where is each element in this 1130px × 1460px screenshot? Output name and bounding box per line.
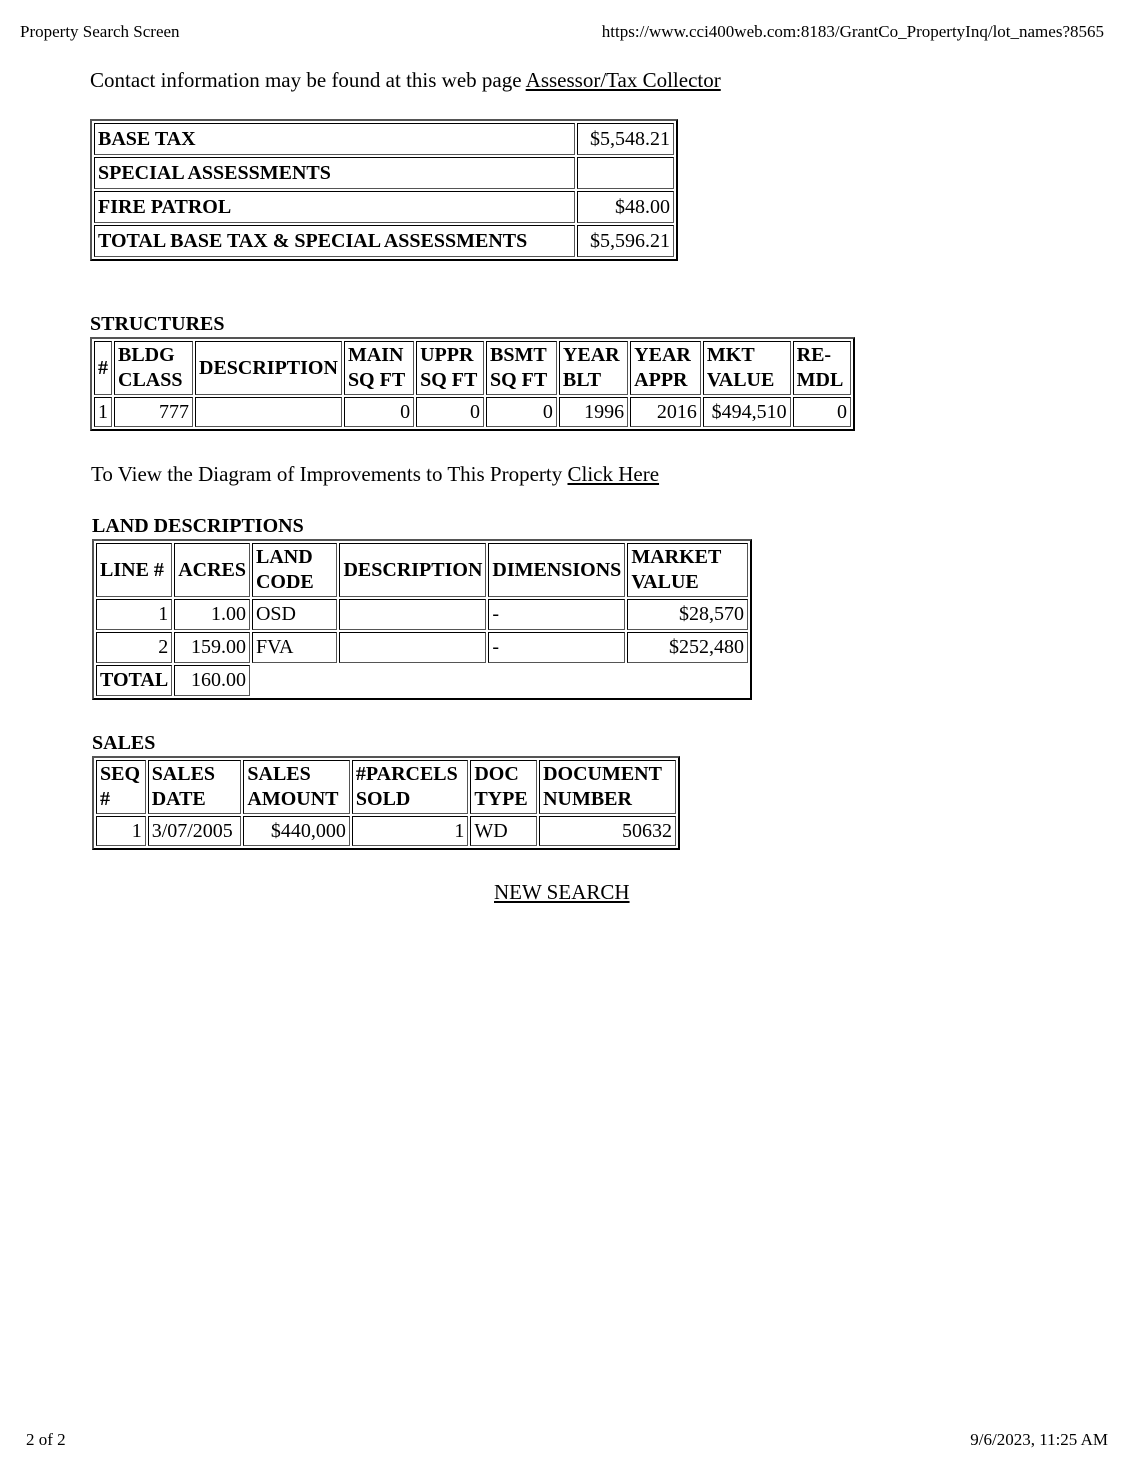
column-header: BLDG CLASS (114, 341, 193, 395)
improvements-text: To View the Diagram of Improvements to This Property (91, 462, 563, 486)
column-header: DESCRIPTION (339, 543, 486, 597)
table-cell: 0 (416, 397, 484, 427)
column-header: RE-MDL (793, 341, 851, 395)
table-cell: - (488, 599, 625, 630)
table-cell: 2016 (630, 397, 701, 427)
new-search-link[interactable]: NEW SEARCH (494, 880, 630, 904)
table-cell: 159.00 (174, 632, 250, 663)
contact-text: Contact information may be found at this web page (90, 68, 522, 92)
column-header: ACRES (174, 543, 250, 597)
table-cell: 1 (352, 816, 468, 846)
column-header: DOCUMENT NUMBER (539, 760, 676, 814)
table-total-row (96, 665, 748, 696)
table-cell: 0 (793, 397, 851, 427)
column-header: YEAR BLT (559, 341, 628, 395)
column-header: MKT VALUE (703, 341, 791, 395)
table-cell: 2 (96, 632, 172, 663)
table-row (96, 599, 748, 630)
table-row (96, 632, 748, 663)
tax-label: SPECIAL ASSESSMENTS (94, 157, 575, 189)
column-header: YEAR APPR (630, 341, 701, 395)
column-header: MARKET VALUE (627, 543, 748, 597)
table-cell: $494,510 (703, 397, 791, 427)
table-cell: $28,570 (627, 599, 748, 630)
tax-row-fire-patrol (94, 191, 674, 223)
print-header-title: Property Search Screen (20, 22, 180, 41)
tax-label: FIRE PATROL (94, 191, 575, 223)
tax-label: TOTAL BASE TAX & SPECIAL ASSESSMENTS (94, 225, 575, 257)
table-cell (339, 632, 486, 663)
print-header-url: https://www.cci400web.com:8183/GrantCo_PropertyInq/lot_names?8565 (601, 22, 1104, 41)
assessor-tax-collector-link[interactable]: Assessor/Tax Collector (525, 68, 721, 92)
table-cell: FVA (252, 632, 337, 663)
table-cell: 1 (96, 599, 172, 630)
table-cell: 1.00 (174, 599, 250, 630)
table-cell (195, 397, 342, 427)
tax-row-special-assessments (94, 157, 674, 189)
tax-value: $5,548.21 (577, 123, 674, 155)
column-header: BSMT SQ FT (486, 341, 557, 395)
table-cell: WD (470, 816, 537, 846)
total-acres: 160.00 (174, 665, 250, 696)
table-row (94, 397, 851, 427)
column-header: DESCRIPTION (195, 341, 342, 395)
column-header: DOC TYPE (470, 760, 537, 814)
tax-value (577, 157, 674, 189)
column-header: MAIN SQ FT (344, 341, 414, 395)
print-footer-datetime: 9/6/2023, 11:25 AM (970, 1430, 1108, 1449)
column-header: SALES AMOUNT (243, 760, 350, 814)
print-footer-page: 2 of 2 (26, 1430, 66, 1449)
table-cell: 1 (96, 816, 146, 846)
table-cell: 1 (94, 397, 112, 427)
table-cell: 1996 (559, 397, 628, 427)
column-header: #PARCELS SOLD (352, 760, 468, 814)
table-cell: 777 (114, 397, 193, 427)
column-header: UPPR SQ FT (416, 341, 484, 395)
table-cell: 0 (486, 397, 557, 427)
column-header: DIMENSIONS (488, 543, 625, 597)
tax-label: BASE TAX (94, 123, 575, 155)
tax-row-total (94, 225, 674, 257)
click-here-link[interactable]: Click Here (567, 462, 660, 486)
table-cell (339, 599, 486, 630)
table-cell: $252,480 (627, 632, 748, 663)
structures-title: STRUCTURES (90, 313, 225, 335)
tax-row-base (94, 123, 674, 155)
table-cell: $440,000 (243, 816, 350, 846)
total-filler (252, 665, 748, 696)
tax-table (90, 119, 678, 261)
table-cell: 50632 (539, 816, 676, 846)
table-cell: 0 (344, 397, 414, 427)
sales-table (92, 756, 680, 850)
column-header: SEQ # (96, 760, 146, 814)
column-header: LAND CODE (252, 543, 337, 597)
table-header-row (96, 543, 748, 597)
table-header-row (96, 760, 676, 814)
sales-title: SALES (92, 732, 156, 754)
total-label: TOTAL (96, 665, 172, 696)
tax-value: $5,596.21 (577, 225, 674, 257)
tax-value: $48.00 (577, 191, 674, 223)
land-descriptions-table (92, 539, 752, 700)
table-row (96, 816, 676, 846)
land-descriptions-title: LAND DESCRIPTIONS (92, 515, 304, 537)
column-header: LINE # (96, 543, 172, 597)
column-header: # (94, 341, 112, 395)
structures-table (90, 337, 855, 431)
table-cell: OSD (252, 599, 337, 630)
column-header: SALES DATE (148, 760, 242, 814)
table-cell: - (488, 632, 625, 663)
contact-info (90, 68, 721, 93)
improvements-info (91, 462, 659, 487)
table-header-row (94, 341, 851, 395)
table-cell: 3/07/2005 (148, 816, 242, 846)
